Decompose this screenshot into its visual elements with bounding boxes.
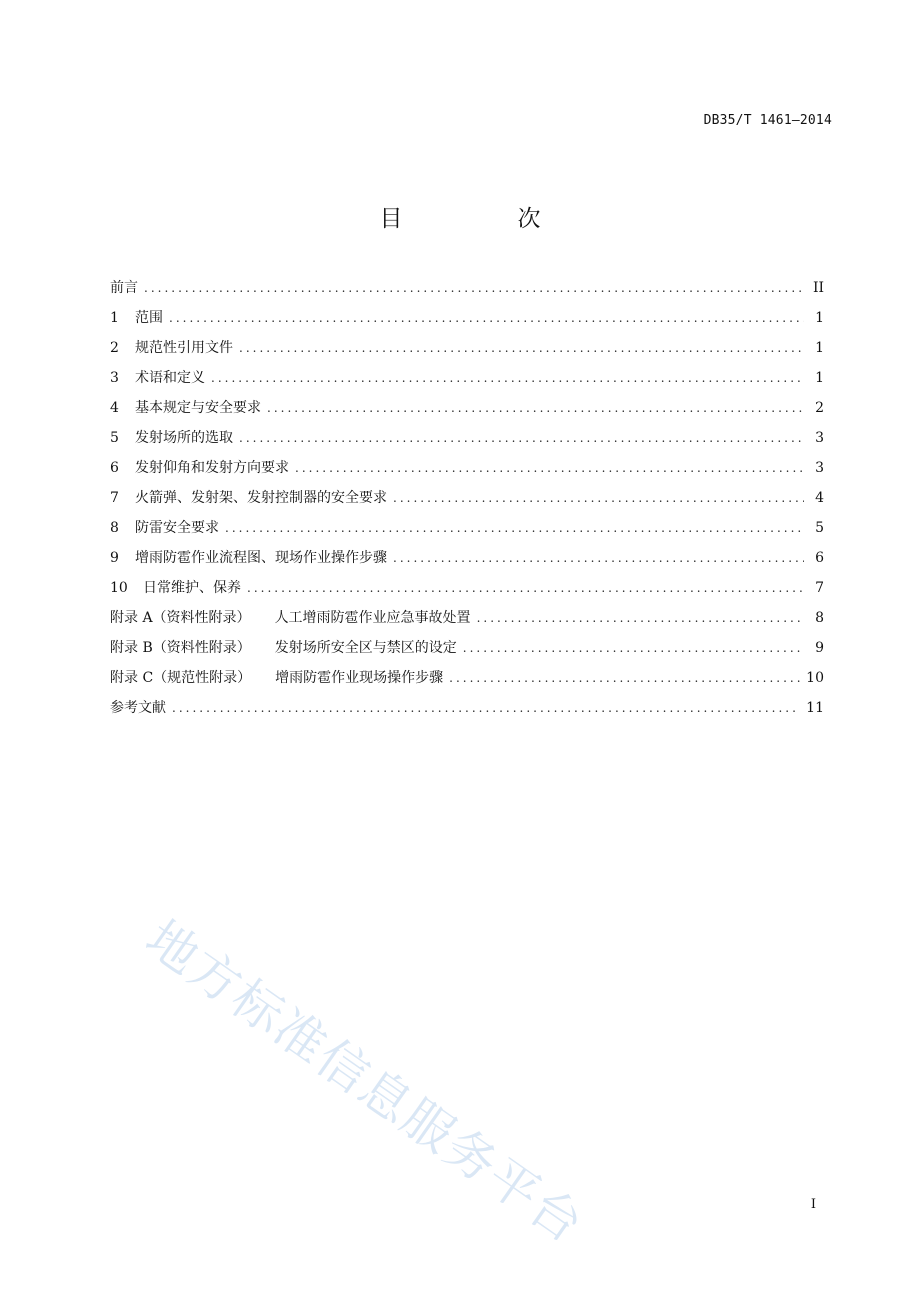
- toc-item-label: 日常维护、保养: [143, 580, 241, 596]
- toc-item-page: 4: [815, 490, 824, 506]
- table-of-contents: [110, 277, 824, 727]
- toc-leader-dots: [225, 521, 804, 535]
- toc-item-number: 6: [110, 460, 119, 476]
- toc-item-page: 5: [815, 520, 824, 536]
- toc-item-scope[interactable]: [110, 307, 824, 337]
- toc-leader-dots: [239, 431, 804, 445]
- toc-leader-dots: [463, 641, 804, 655]
- toc-leader-dots: [247, 581, 804, 595]
- page-number: I: [810, 1197, 816, 1212]
- toc-leader-dots: [477, 611, 804, 625]
- toc-item-label: 规范性引用文件: [135, 340, 233, 356]
- toc-item-page: 9: [815, 640, 824, 656]
- toc-item-appendix-c[interactable]: [110, 667, 824, 697]
- toc-leader-dots: [239, 341, 804, 355]
- watermark: 地方标准信息服务平台: [135, 909, 595, 1255]
- toc-item-page: 3: [815, 430, 824, 446]
- toc-leader-dots: [172, 701, 800, 715]
- toc-item-page: 7: [815, 580, 824, 596]
- toc-item-maintenance[interactable]: [110, 577, 824, 607]
- toc-leader-dots: [393, 551, 804, 565]
- toc-item-label: 增雨防雹作业现场操作步骤: [275, 670, 444, 686]
- toc-leader-dots: [211, 371, 804, 385]
- toc-leader-dots: [449, 671, 800, 685]
- toc-item-operation-flow[interactable]: [110, 547, 824, 577]
- toc-item-page: 1: [815, 310, 824, 326]
- toc-leader-dots: [295, 461, 804, 475]
- toc-item-number: 1: [110, 310, 119, 326]
- toc-item-lightning-protection[interactable]: [110, 517, 824, 547]
- toc-item-page: 1: [815, 370, 824, 386]
- toc-item-page: 10: [806, 670, 824, 686]
- toc-item-page: 8: [815, 610, 824, 626]
- toc-item-page: 1: [815, 340, 824, 356]
- toc-item-label: 基本规定与安全要求: [135, 400, 261, 416]
- toc-leader-dots: [144, 281, 804, 295]
- toc-item-label: 参考文献: [110, 700, 166, 716]
- toc-item-references[interactable]: [110, 697, 824, 727]
- toc-item-page: 2: [815, 400, 824, 416]
- toc-item-number: 10: [110, 580, 128, 596]
- toc-item-terms-definitions[interactable]: [110, 367, 824, 397]
- toc-item-label: 发射场所的选取: [135, 430, 233, 446]
- toc-item-launch-site-selection[interactable]: [110, 427, 824, 457]
- toc-item-number: 7: [110, 490, 119, 506]
- toc-item-appendix-a[interactable]: [110, 607, 824, 637]
- toc-item-page: II: [812, 280, 824, 296]
- toc-item-label: 范围: [135, 310, 163, 326]
- toc-item-label: 术语和定义: [135, 370, 205, 386]
- toc-item-number: 2: [110, 340, 119, 356]
- toc-item-appendix-b[interactable]: [110, 637, 824, 667]
- toc-item-label: 增雨防雹作业流程图、现场作业操作步骤: [135, 550, 387, 566]
- toc-item-page: 11: [806, 700, 824, 716]
- toc-item-label: 前言: [110, 280, 138, 296]
- toc-item-number: 9: [110, 550, 119, 566]
- toc-item-label: 火箭弹、发射架、发射控制器的安全要求: [135, 490, 387, 506]
- toc-leader-dots: [267, 401, 804, 415]
- toc-item-label: 防雷安全要求: [135, 520, 219, 536]
- toc-item-basic-requirements[interactable]: [110, 397, 824, 427]
- toc-appendix-tag: 附录 C（规范性附录）: [110, 670, 252, 686]
- standard-code: DB35/T 1461—2014: [703, 113, 832, 128]
- toc-item-launch-angle[interactable]: [110, 457, 824, 487]
- toc-leader-dots: [393, 491, 804, 505]
- toc-item-number: 4: [110, 400, 119, 416]
- toc-item-rocket-safety[interactable]: [110, 487, 824, 517]
- page-title: 目 次: [379, 206, 587, 232]
- toc-leader-dots: [169, 311, 804, 325]
- toc-item-label: 发射场所安全区与禁区的设定: [274, 640, 457, 656]
- toc-item-page: 6: [815, 550, 824, 566]
- toc-item-foreword[interactable]: [110, 277, 824, 307]
- toc-item-normative-references[interactable]: [110, 337, 824, 367]
- toc-item-page: 3: [815, 460, 824, 476]
- toc-item-number: 5: [110, 430, 119, 446]
- toc-item-number: 3: [110, 370, 119, 386]
- toc-item-label: 人工增雨防雹作业应急事故处置: [274, 610, 471, 626]
- toc-item-label: 发射仰角和发射方向要求: [135, 460, 289, 476]
- toc-appendix-tag: 附录 A（资料性附录）: [110, 610, 251, 626]
- toc-item-number: 8: [110, 520, 119, 536]
- toc-appendix-tag: 附录 B（资料性附录）: [110, 640, 251, 656]
